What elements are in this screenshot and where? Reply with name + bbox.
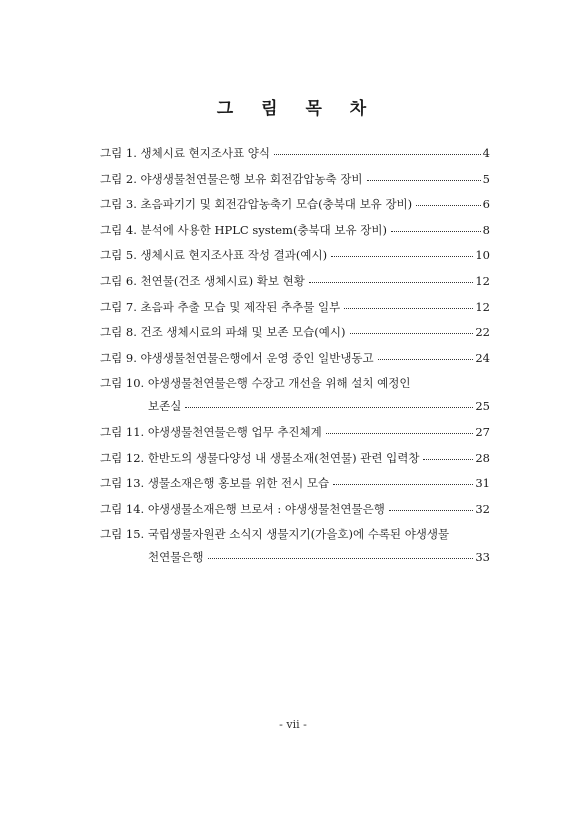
toc-entry[interactable] [100,351,490,365]
toc-entry[interactable] [100,376,490,413]
toc-entry-row [100,502,490,516]
toc-entry[interactable] [100,300,490,314]
toc-entry-row [100,527,490,541]
toc-entry-page: 32 [475,501,490,516]
toc-entry[interactable] [100,146,490,160]
toc-entry-label: 그림 8. 건조 생체시료의 파쇄 및 보존 모습(예시) [100,325,346,340]
toc-entry-row [100,146,490,160]
toc-entry[interactable] [100,451,490,465]
toc-entry[interactable] [100,325,490,339]
toc-entry-continuation-row [100,550,490,564]
toc-entry-page: 4 [482,146,490,160]
toc-entry-row [100,425,490,439]
toc-entry-page: 12 [475,273,490,288]
toc-entry-label: 그림 3. 초음파기기 및 회전감압농축기 모습(충북대 보유 장비) [100,197,413,212]
toc-entry-row [100,274,490,288]
dot-leader [416,204,481,206]
toc-entry-label: 그림 10. 야생생물천연물은행 수장고 개선을 위해 설치 예정인 [100,376,411,391]
toc-entry[interactable] [100,248,490,262]
toc-entry[interactable] [100,425,490,439]
dot-leader [389,509,474,511]
dot-leader [309,281,474,283]
toc-entry-row [100,325,490,339]
toc-entry-page: 25 [475,399,490,414]
toc-entry-page: 24 [475,350,490,365]
toc-entry[interactable] [100,274,490,288]
toc-entry-page: 10 [475,248,490,263]
dot-leader [344,307,473,309]
toc-entry-page: 6 [482,197,490,212]
toc-entry-row [100,351,490,365]
dot-leader [367,179,481,181]
toc-entry-page: 12 [475,299,490,314]
page-number: - vii - [279,718,307,731]
dot-leader [208,557,474,559]
toc-entry-row [100,376,490,390]
toc-entry-page: 22 [475,325,490,340]
toc-entry[interactable] [100,476,490,490]
toc-entry-page: 31 [475,476,490,491]
toc-entry-continuation-row [100,399,490,413]
page-title: 그 림 목 차 [216,99,378,119]
toc-entry-page: 8 [482,222,490,237]
toc-entry-continuation: 천연물은행 [148,550,204,565]
toc-entry-row [100,197,490,211]
toc-entry[interactable] [100,527,490,564]
dot-leader [350,332,474,334]
toc-entry[interactable] [100,223,490,237]
toc-entry-label: 그림 4. 분석에 사용한 HPLC system(충북대 보유 장비) [100,222,388,237]
toc-entry[interactable] [100,172,490,186]
dot-leader [331,255,473,257]
toc-entry-label: 그림 13. 생물소재은행 홍보를 위한 전시 모습 [100,476,330,491]
dot-leader [185,406,473,408]
dot-leader [274,153,481,155]
toc-entry-label: 그림 7. 초음파 추출 모습 및 제작된 추추물 일부 [100,299,341,314]
toc-entry-page: 33 [475,550,490,565]
dot-leader [333,483,473,485]
toc-entry-label: 그림 2. 야생생물천연물은행 보유 회전감압농축 장비 [100,171,363,186]
toc-entry-label: 그림 1. 생체시료 현지조사표 양식 [100,146,271,160]
toc-entry-label: 그림 5. 생체시료 현지조사표 작성 결과(예시) [100,248,328,263]
toc-entry-label: 그림 12. 한반도의 생물다양성 내 생물소재(천연물) 관련 입력창 [100,450,420,465]
dot-leader [326,432,474,434]
toc-entry-page: 28 [475,450,490,465]
toc-entry-page: 5 [482,171,490,186]
toc-entry-row [100,172,490,186]
toc-entry-row [100,451,490,465]
toc-entry-page: 27 [475,424,490,439]
toc-entry-label: 그림 15. 국립생물자원관 소식지 생물지기(가을호)에 수록된 야생생물 [100,527,450,542]
toc-entry-row [100,476,490,490]
toc-entry-row [100,300,490,314]
toc-entry-row [100,223,490,237]
toc-entry-label: 그림 9. 야생생물천연물은행에서 운영 중인 일반냉동고 [100,350,374,365]
dot-leader [391,230,481,232]
toc-entry[interactable] [100,502,490,516]
toc-entry-row [100,248,490,262]
toc-entry-label: 그림 6. 천연물(건조 생체시료) 확보 현황 [100,273,305,288]
toc-entry-label: 그림 14. 야생생물소재은행 브로셔 : 야생생물천연물은행 [100,501,385,516]
dot-leader [423,458,473,460]
toc-entry-continuation: 보존실 [148,399,182,414]
toc-entry-label: 그림 11. 야생생물천연물은행 업무 추진체계 [100,424,322,439]
toc-entry[interactable] [100,197,490,211]
dot-leader [378,358,474,360]
table-of-figures [100,146,490,576]
